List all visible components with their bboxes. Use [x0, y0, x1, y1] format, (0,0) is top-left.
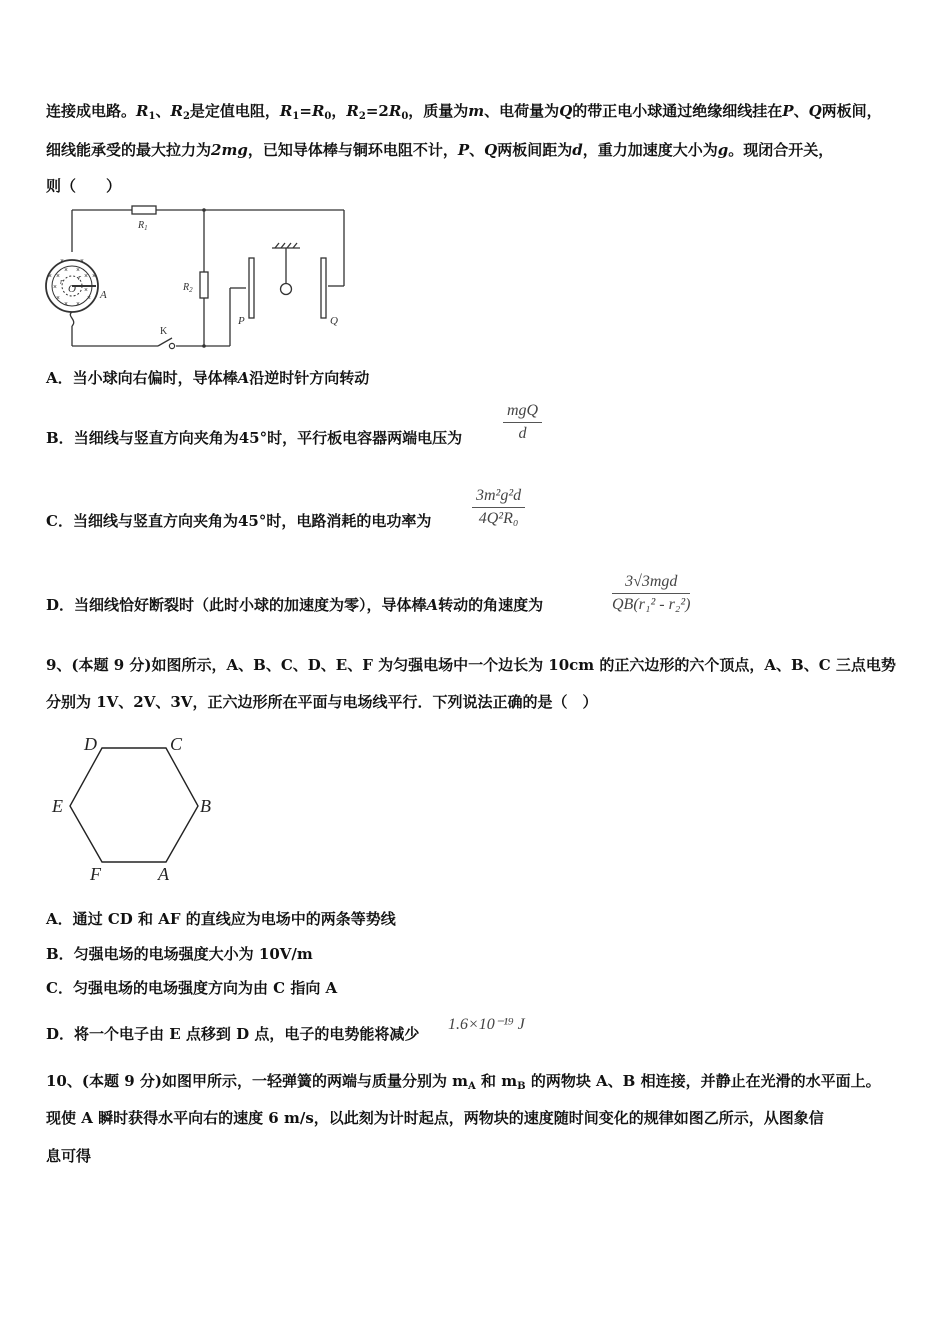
svg-text:×: × — [48, 272, 52, 280]
svg-text:×: × — [84, 272, 88, 280]
svg-text:O: O — [68, 283, 76, 295]
q9-option-d[interactable]: D．将一个电子由 E 点移到 D 点，电子的电势能将减少 — [46, 1025, 420, 1043]
svg-text:×: × — [80, 257, 84, 265]
vertex-f: F — [90, 864, 101, 884]
svg-text:×: × — [60, 257, 64, 265]
q9-option-b[interactable]: B．匀强电场的电场强度大小为 10V/m — [46, 945, 313, 963]
resistor-r2 — [200, 272, 208, 298]
svg-text:×: × — [76, 266, 80, 274]
q10-stem-line-1: 10、(本题 9 分)如图甲所示，一轻弹簧的两端与质量分别为 $m_A$ 和 $m_B$ 的两物块 A、B 相连接，并静止在光滑的水平面上。 — [46, 1072, 881, 1092]
q8-stem-line-2: 细线能承受的最大拉力为2mg，已知导体棒与铜环电阻不计，P、Q两板间距为d，重力加速度大小为g。现闭合开关， — [46, 141, 834, 159]
svg-text:K: K — [160, 326, 168, 337]
hexagon-diagram — [46, 728, 226, 888]
svg-text:Q: Q — [330, 315, 338, 327]
svg-text:×: × — [56, 294, 60, 302]
charged-ball — [281, 284, 292, 295]
svg-text:×: × — [76, 300, 80, 308]
q10-stem-line-2: 现使 A 瞬时获得水平向右的速度 6 m/s，以此刻为计时起点，两物块的速度随时间变化的规律如图乙所示，从图象信 — [46, 1109, 824, 1127]
plate-p — [249, 258, 254, 318]
vertex-a: A — [158, 864, 169, 884]
plate-q — [321, 258, 326, 318]
q8-option-b[interactable]: B．当细线与竖直方向夹角为45°时，平行板电容器两端电压为 — [46, 429, 463, 447]
q8-stem-line-1: 连接成电路。$R_1$、$R_2$是定值电阻，$R_1=R_0$，$R_2=2R_0$，质量为m、电荷量为Q的带正电小球通过绝缘细线挂在P、Q两板间， — [46, 102, 882, 122]
svg-text:×: × — [92, 272, 96, 280]
q8-option-b-fraction: mgQ d — [503, 402, 542, 443]
svg-text:×: × — [64, 266, 68, 274]
resistor-r1 — [132, 206, 156, 214]
q9-stem-line-1: 9、(本题 9 分)如图所示，A、B、C、D、E、F 为匀强电场中一个边长为 10cm 的正六边形的六个顶点，A、B、C 三点电势 — [46, 656, 896, 674]
vertex-e: E — [52, 796, 63, 816]
q8-option-d-fraction: 3√3mgd QB(r₁² - r₂²) — [612, 573, 691, 613]
svg-text:×: × — [56, 272, 60, 280]
q8-option-d[interactable]: D．当细线恰好断裂时（此时小球的加速度为零），导体棒A转动的角速度为 — [46, 596, 544, 614]
svg-text:R2: $R_2$ — [183, 282, 193, 294]
q8-option-c[interactable]: C．当细线与竖直方向夹角为45°时，电路消耗的电功率为 — [46, 512, 432, 530]
svg-text:A: A — [100, 289, 107, 301]
svg-text:×: × — [84, 286, 88, 294]
vertex-c: C — [170, 734, 183, 754]
svg-text:×: × — [53, 283, 57, 291]
q10-stem-line-3: 息可得 — [46, 1147, 92, 1165]
svg-text:r: r — [78, 273, 82, 282]
q8-stem-line-3: 则（ ） — [46, 177, 122, 195]
q9-option-d-value: 1.6×10⁻¹⁹ J — [448, 1016, 525, 1033]
q9-stem-line-2: 分别为 1V、2V、3V，正六边形所在平面与电场线平行．下列说法正确的是（ ） — [46, 693, 598, 711]
svg-text:×: × — [64, 300, 68, 308]
svg-text:×: × — [87, 294, 91, 302]
vertex-d: D — [84, 734, 97, 754]
svg-text:P: P — [238, 315, 245, 327]
q9-option-a[interactable]: A．通过 CD 和 AF 的直线应为电场中的两条等势线 — [46, 910, 396, 928]
svg-text:r: r — [60, 277, 64, 286]
q8-option-c-fraction: $\frac{\text{3m²g²d}}{\text{4Q²R₀}}$ — [472, 487, 525, 528]
circuit-diagram — [40, 200, 360, 360]
q9-option-c[interactable]: C．匀强电场的电场强度方向为由 C 指向 A — [46, 979, 338, 997]
svg-text:R1: $R_1$ — [138, 220, 148, 232]
vertex-b: B — [200, 796, 211, 816]
hexagon — [70, 748, 198, 862]
q8-option-a[interactable]: A．当小球向右偏时，导体棒A沿逆时针方向转动 — [46, 369, 370, 387]
